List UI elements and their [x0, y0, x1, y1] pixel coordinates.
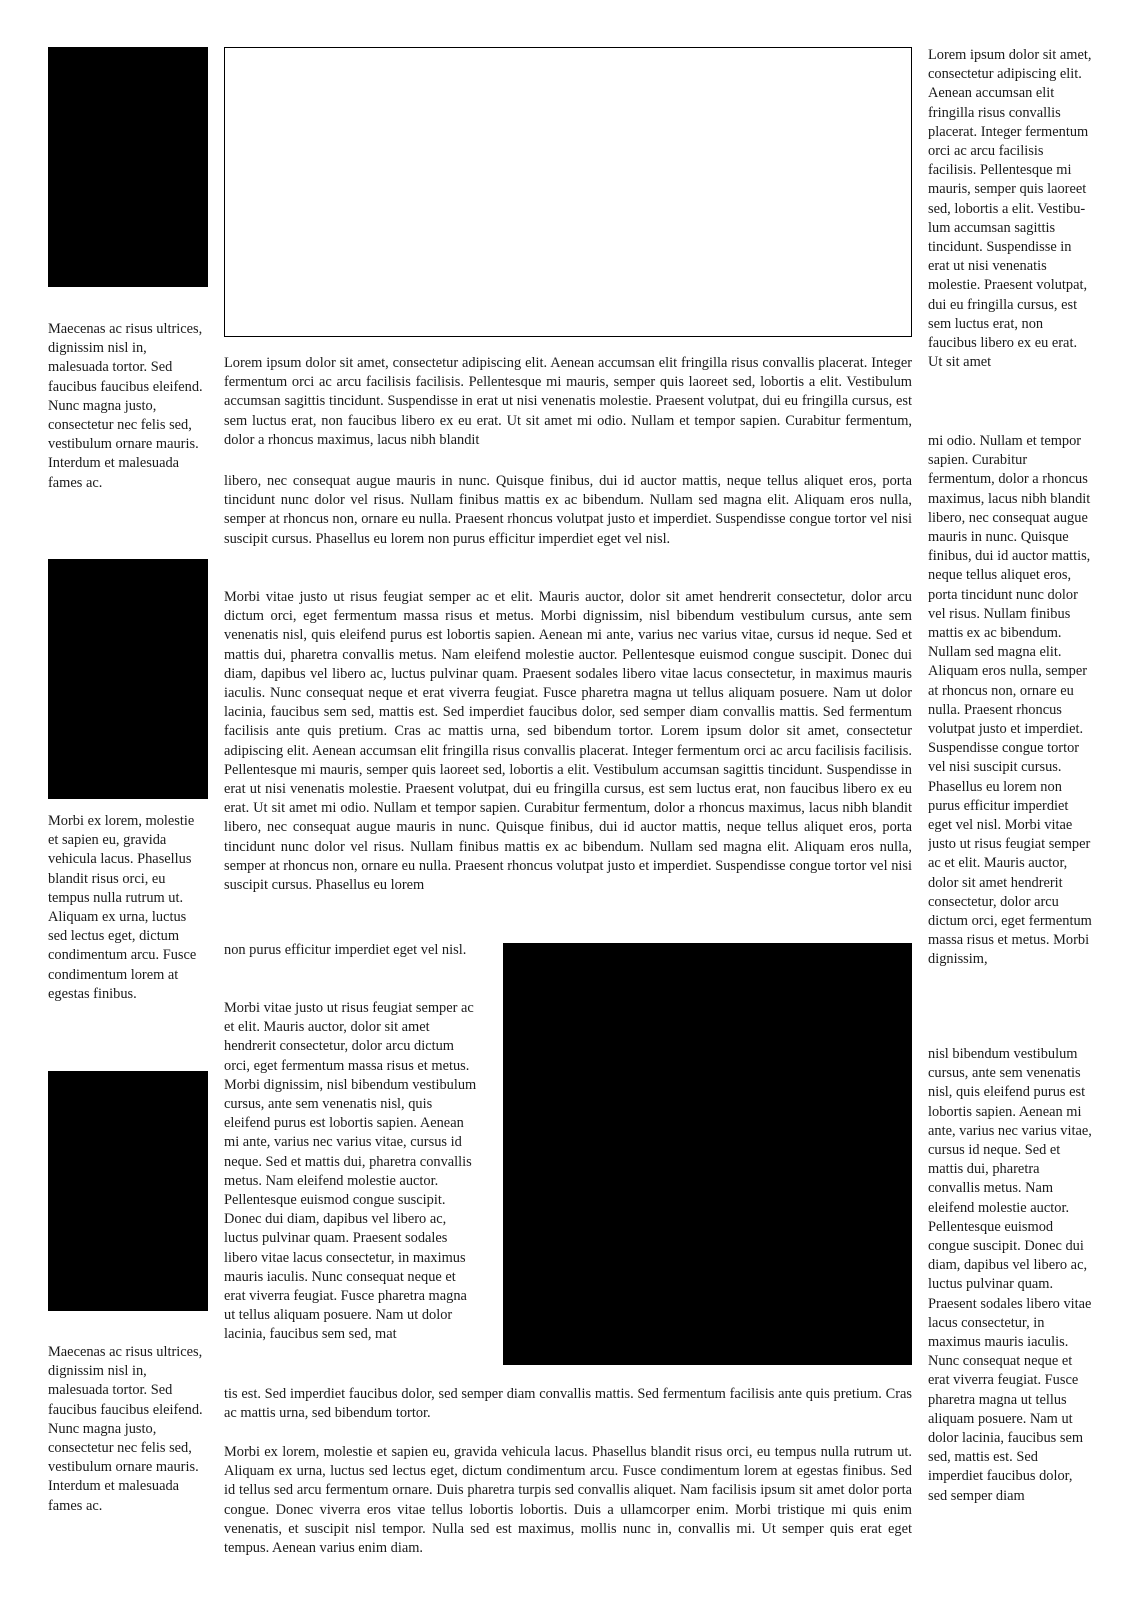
- main-image-frame: [224, 47, 912, 337]
- right-paragraph-2: mi odio. Nullam et tempor sapien. Curabitur fermentum, dolor a rhoncus maximus, lacus nibh blandit libero, nec consequat augue mauris in nunc. Quisque finibus, dui id auctor mattis, neque tellus aliquet eros, porta tincidunt nunc dolor vel risus. Nullam finibus mattis ex ac bibendum. Nullam sed magna elit. Aliquam eros nulla, semper at rhoncus non, ornare eu nulla. Praesent rhoncus volutpat justo et imperdiet. Suspendisse congue tortor vel nisi suscipit cursus. Phasellus eu lorem non purus efficitur imperdiet eget vel nisl. Morbi vitae justo ut risus feugiat semper ac et elit. Mauris auctor, dolor sit amet hendrerit consectetur, dolor arcu dictum orci, eget fermentum massa risus et metus. Morbi dignissim,: [928, 433, 1092, 968]
- left-image-3: [48, 1071, 208, 1311]
- main-paragraph-1: Lorem ipsum dolor sit amet, consectetur adipiscing elit. Aenean accumsan elit fringilla risus convallis placerat. Integer fermentum orci ac arcu facilisis facilisis. Pellentesque mi mauris, semper quis laoreet sed, lobortis a elit. Vestibulum accumsan sagittis tincidunt. Suspendisse in erat ut nisi venenatis molestie. Praesent volutpat, dui eu fringilla cursus, est sem luctus erat, non faucibus libero ex eu erat. Ut sit amet mi odio. Nullam et tempor sapien. Curabitur fermentum, dolor a rhoncus maximus, lacus nibh blandit: [224, 355, 912, 448]
- left-caption-1: Maecenas ac risus ultrices, dignissim nisl in, malesuada tortor. Sed faucibus faucibus eleifend. Nunc magna justo, consectetur nec felis sed, vestibulum ornare mauris. Interdum et malesuada fames ac.: [48, 321, 203, 491]
- main-paragraph-7: Morbi ex lorem, molestie et sapien eu, gravida vehicula lacus. Phasellus blandit risus orci, eu tempus nulla rutrum ut. Aliquam ex urna, luctus sed lectus eget, dictum condimentum arcu. Fusce condimentum lorem at egestas finibus. Sed id tellus sed arcu fermentum ornare. Duis pharetra turpis sed convallis aliquet. Nam facilisis ipsum sit amet dolor porta congue. Donec viverra eros vitae tellus lobortis lobortis. Duis a ullamcorper enim. Morbi tristique mi quis enim venenatis, et suscipit nisl tempor. Nulla sed est maximus, mollis nunc in, convallis mi. Ut semper quis erat eget tempus. Aenean varius enim diam.: [224, 1444, 912, 1557]
- left-caption-3: Maecenas ac risus ultrices, dignissim nisl in, malesuada tortor. Sed faucibus faucibus eleifend. Nunc magna justo, consectetur nec felis sed, vestibulum ornare mauris. Interdum et malesuada fames ac.: [48, 1344, 203, 1514]
- main-image-2: [503, 943, 912, 1365]
- main-paragraph-6: tis est. Sed imperdiet faucibus dolor, sed semper diam convallis mattis. Sed fermentum facilisis ante quis pretium. Cras ac mattis urna, sed bibendum tortor.: [224, 1386, 912, 1422]
- left-image-1: [48, 47, 208, 287]
- left-image-2: [48, 559, 208, 799]
- main-paragraph-4: non purus efficitur imperdiet eget vel nisl.: [224, 942, 467, 958]
- left-caption-2: Morbi ex lorem, molestie et sapien eu, gravida vehicula lacus. Phasellus blandit risus orci, eu tempus nulla rutrum ut. Aliquam ex urna, luctus sed lectus eget, dictum condimentum arcu. Fusce condimentum lorem at egestas finibus.: [48, 813, 197, 1002]
- main-paragraph-3: Morbi vitae justo ut risus feugiat semper ac et elit. Mauris auctor, dolor sit amet hendrerit consectetur, dolor arcu dictum orci, eget fermentum massa risus et metus. Morbi dignissim, nisl bibendum vestibulum cursus, ante sem venenatis nisl, quis eleifend purus est lobortis sapien. Aenean mi ante, varius nec varius vitae, cursus id neque. Sed et mattis dui, pharetra convallis metus. Nam eleifend molestie auctor. Pellentesque euismod congue suscipit. Donec dui diam, dapibus vel libero ac, luctus pulvinar quam. Praesent sodales libero vitae lacus consectetur, in maximus mauris iaculis. Nunc consequat neque et erat viverra feugiat. Fusce pharetra magna ut tellus aliquam posuere. Nam ut dolor lacinia, faucibus sem sed, mattis est. Sed imperdiet faucibus dolor, sed semper diam convallis mattis. Sed fermentum facilisis ante quis pretium. Cras ac mattis urna, sed bibendum tortor. Lorem ipsum dolor sit amet, consectetur adipiscing elit. Aenean accumsan elit fringilla risus convallis placerat. Integer fermentum orci ac arcu facilisis facilisis. Pellentesque mi mauris, semper quis laoreet sed, lobortis a elit. Vestibulum accumsan sagittis tincidunt. Suspendisse in erat ut nisi venenatis molestie. Praesent volutpat, dui eu fringilla cursus, est sem luctus erat, non faucibus libero ex eu erat. Ut sit amet mi odio. Nullam et tempor sapien. Curabitur fermentum, dolor a rhoncus maximus, lacus nibh blandit libero, nec consequat augue mauris in nunc. Quisque finibus, dui id auctor mattis, neque tellus aliquet eros, porta tincidunt nunc dolor vel risus. Nullam finibus mattis ex ac bibendum. Nullam sed magna elit. Aliquam eros nulla, semper at rhoncus non, ornare eu nulla. Praesent rhoncus volutpat justo et imperdiet. Suspendisse congue tortor vel nisi suscipit cursus. Phasellus eu lorem: [224, 589, 912, 894]
- right-paragraph-1: Lorem ipsum dolor sit amet, consectetur adipiscing elit. Aenean accumsan elit fringilla risus convallis placerat. Integer fermentum orci ac arcu facilisis facilisis. Pellentesque mi mauris, semper quis laoreet sed, lobortis a elit. Vestibulum accumsan sagittis tincidunt. Suspendisse in erat ut nisi venenatis molestie. Praesent volutpat, dui eu fringilla cursus, est sem luctus erat, non faucibus libero ex eu erat. Ut sit amet: [928, 47, 1092, 371]
- main-paragraph-5: Morbi vitae justo ut risus feugiat semper ac et elit. Mauris auctor, dolor sit amet hendrerit consectetur, dolor arcu dictum orci, eget fermentum massa risus et metus. Morbi dignissim, nisl bibendum vestibulum cursus, ante sem venenatis nisl, quis eleifend purus est lobortis sapien. Aenean mi ante, varius nec varius vitae, cursus id neque. Sed et mattis dui, pharetra convallis metus. Nam eleifend molestie auctor. Pellentesque euismod congue suscipit. Donec dui diam, dapibus vel libero ac, luctus pulvinar quam. Praesent sodales libero vitae lacus consectetur, in maximus mauris iaculis. Nunc consequat neque et erat viverra feugiat. Fusce pharetra magna ut tellus aliquam posuere. Nam ut dolor lacinia, faucibus sem sed, mat: [224, 1000, 477, 1343]
- right-paragraph-3: nisl bibendum vestibulum cursus, ante sem venenatis nisl, quis eleifend purus est lobortis sapien. Aenean mi ante, varius nec varius vitae, cursus id neque. Sed et mattis dui, pharetra convallis metus. Nam eleifend molestie auctor. Pellentesque euismod congue suscipit. Donec dui diam, dapibus vel libero ac, luctus pulvinar quam. Praesent sodales libero vitae lacus consectetur, in maximus mauris iaculis. Nunc consequat neque et erat viverra feugiat. Fusce pharetra magna ut tellus aliquam posuere. Nam ut dolor lacinia, faucibus sem sed, mattis est. Sed imperdiet faucibus dolor, sed semper diam: [928, 1046, 1092, 1504]
- main-paragraph-2: libero, nec consequat augue mauris in nunc. Quisque finibus, dui id auctor mattis, neque tellus aliquet eros, porta tincidunt nunc dolor vel risus. Nullam finibus mattis ex ac bibendum. Nullam sed magna elit. Aliquam eros nulla, semper at rhoncus non, ornare eu nulla. Praesent rhoncus volutpat justo et imperdiet. Suspendisse congue tortor vel nisi suscipit cursus. Phasellus eu lorem non purus efficitur imperdiet eget vel nisl.: [224, 473, 912, 547]
